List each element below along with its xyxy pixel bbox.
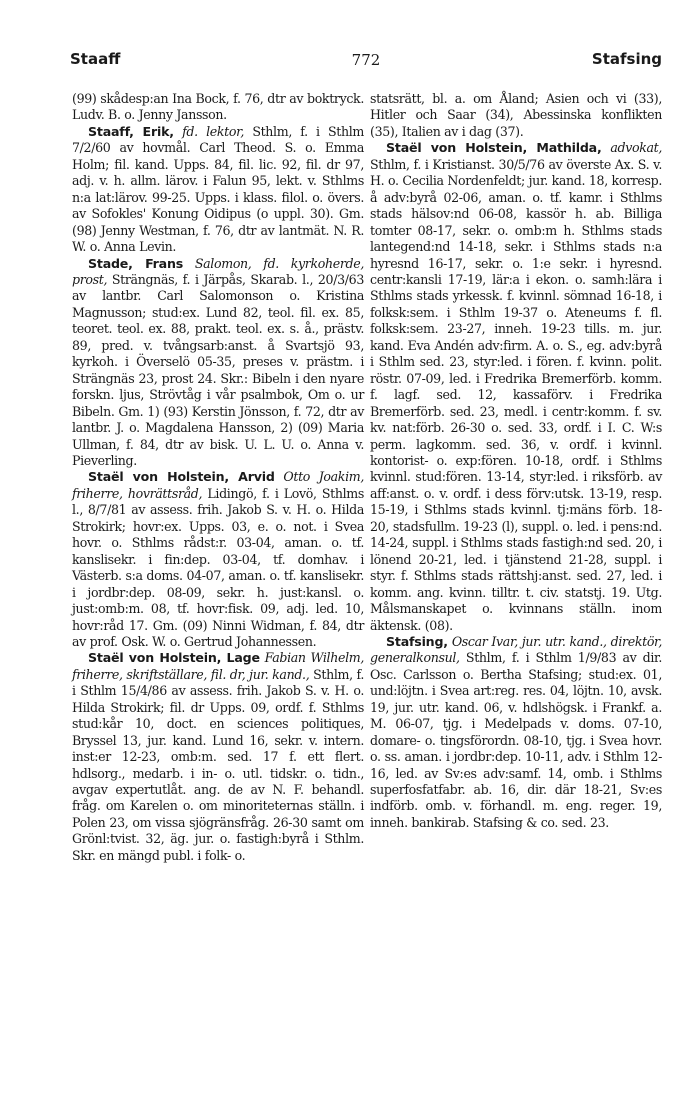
entry-headword: Staël von Holstein, Arvid <box>88 469 275 485</box>
running-head-left: Staaff <box>70 50 121 68</box>
entry-body: Strängnäs, f. i Järpås, Skarab. l., 20/3/63 av lantbr. Carl Salomonson o. Kristina Magnusson; stud:ex. Lund 82, teol. fil. ex. 85, teoret. teol. ex. 88, prakt. teol. ex. s. å., prästv. 89, pred. v. tvångsarb:anst. å Svartsjö 93, kyrkoh. i Överselö 05-35, preses v. prästm. i Strängnäs 23, prost 24. Skr.: Bibeln i den nyare forskn. ljus, Strövtåg i vår psalmbok, Om o. ur Bibeln. Gm. 1) (93) Kerstin Jönsson, f. 72, dtr av lantbr. J. o. Magdalena Hansson, 2) (09) Maria Ullman, f. 84, dtr av bisk. U. L. U. o. Anna v. Pieverling. <box>72 271 364 468</box>
entry-body: Lidingö, f. i Lovö, Sthlms l., 8/7/81 av assess. frih. Jakob S. v. H. o. Hilda Strokirk; hovr:ex. Upps. 03, e. o. not. i Svea hovr. o. Sthlms rådst:r. 03-04, aman. o. tf. kanslisekr. i fin:dep. 03-04, tf. domhav. i Västerb. s:a doms. 04-07, aman. o. tf. kanslisekr. i jordbr:dep. 08-09, sekr. h. just:kansl. o. just:omb:m. 08, tf. hovr:fisk. 09, adj. led. 10, hovr:råd 17. Gm. (09) Ninni Widman, f. 84, dtr av prof. Osk. W. o. Gertrud Johannessen. <box>72 485 364 649</box>
entry-staaff-erik <box>72 124 364 256</box>
entry-body: Sthlm, f. i Kristianst. 30/5/76 av överste Ax. S. v. H. o. Cecilia Nordenfeldt; jur. kand. 18, korresp. å adv:byrå 02-06, aman. o. tf. kamr. i Sthlms stads hälsov:nd 06-08, kassör h. ab. Billiga tomter 08-17, sekr. o. omb:m h. Sthlms stads lantegend:nd 14-18, sekr. i Sthlms stads n:a hyresnd 16-17, sekr. o. 1:e sekr. i hyresnd. centr:kansli 17-19, lär:a i ekon. o. samh:lära i Sthlms stads yrkessk. f. kvinnl. sömnad 16-18, i folksk:sem. i Sthlm 19-37 o. Ateneums f. fl. folksk:sem. 23-27, inneh. 19-23 tills. m. jur. kand. Eva Andén adv:firm. A. o. S., eg. adv:byrå i Sthlm sed. 23, styr:led. i fören. f. kvinn. polit. röstr. 07-09, led. i Fredrika Bremerförb. komm. f. lagf. sed. 12, kassaförv. i Fredrika Bremerförb. sed. 23, medl. i centr:komm. f. sv. kv. nat:förb. 26-30 o. sed. 33, ordf. i I. C. W:s perm. lagkomm. sed. 36, v. ordf. i kvinnl. kontorist- o. exp:fören. 10-18, ordf. i Sthlms kvinnl. stud:fören. 13-14, styr:led. i riksförb. av aff:anst. o. v. ordf. i dess förv:utsk. 13-19, resp. 15-19, i Sthlms stads kvinnl. tj:mäns förb. 18-20, stadsfullm. 19-23 (l), suppl. o. led. i pens:nd. 14-24, suppl. i Sthlms stads fastigh:nd sed. 20, i lönend 20-21, led. i tjänstend 21-28, suppl. i styr. f. Sthlms stads rättshj:anst. sed. 27, led. i komm. ang. kvinn. tilltr. t. civ. statstj. 19. Utg. Målsmanskapet o. kvinnans ställn. inom äktensk. (08). <box>370 156 662 633</box>
entry-stael-arvid <box>72 469 364 650</box>
page-header <box>70 50 662 80</box>
entry-epithet: Fabian Wilhelm, friherre, skriftställare, fil. dr, jur. kand., <box>72 650 365 682</box>
entry-stael-lage <box>72 650 364 864</box>
entry-epithet: Otto Joakim, friherre, hovrättsråd, <box>72 469 365 501</box>
entry-stael-mathilda <box>370 140 662 634</box>
right-column <box>370 91 662 831</box>
entry-headword: Staël von Holstein, Mathilda, <box>386 140 602 156</box>
entry-body: (99) skådesp:an Ina Bock, f. 76, dtr av boktryck. Ludv. B. o. Jenny Jansson. <box>72 91 364 123</box>
entry-body: statsrätt, bl. a. om Åland; Asien och vi (33), Hitler och Saar (34), Abessinska konflikten (35), Italien av i dag (37). <box>370 91 662 139</box>
entry-headword: Staaff, Erik, <box>88 123 174 139</box>
page-number: 772 <box>351 51 381 69</box>
entry-epithet: Oscar Ivar, jur. utr. kand., direktör, generalkonsul, <box>370 633 662 666</box>
entry-epithet: Salomon, fd. kyrkoherde, prost, <box>72 255 364 287</box>
entry-headword: Stafsing, <box>386 633 448 649</box>
entry-stade-frans <box>72 256 364 470</box>
left-column <box>72 91 364 864</box>
entry-epithet: fd. lektor, <box>182 123 245 139</box>
entry-stafsing-oscar <box>370 634 662 831</box>
entry-continuation <box>370 91 662 140</box>
entry-headword: Staël von Holstein, Lage <box>88 650 260 666</box>
entry-body: Sthlm, f. i Sthlm 1/9/83 av dir. Osc. Carlsson o. Bertha Stafsing; stud:ex. 01, und:löjtn. i Svea art:reg. res. 04, löjtn. 10, avsk. 19, jur. utr. kand. 06, v. hdlshögsk. i Frankf. a. M. 06-07, tjg. i Medelpads v. doms. 07-10, domare- o. tingsförordn. 08-10, tjg. i Svea hovr. o. ss. aman. i jordbr:dep. 10-11, adv. i Sthlm 12-16, led. av Sv:es adv:samf. 14, omb. i Sthlms superfosfatfabr. ab. 16, dir. där 18-21, Sv:es indförb. omb. v. förhandl. m. eng. reger. 19, inneh. bankirab. Stafsing & co. sed. 23. <box>370 650 662 830</box>
entry-headword: Stade, Frans <box>88 255 184 271</box>
entry-body: Sthlm, f. i Sthlm 7/2/60 av hovmål. Carl Theod. S. o. Emma Holm; fil. kand. Upps. 84, fil. lic. 92, fil. dr 97, adj. v. h. allm. lärov. i Falun 95, lekt. v. Sthlms n:a lat:lärov. 99-25. Upps. i klass. filol. o. övers. av Sofokles' Konung Oidipus (o uppl. 30). Gm. (98) Jenny Westman, f. 76, dtr av lantmät. N. R. W. o. Anna Levin. <box>72 123 365 255</box>
entry-epithet: advokat, <box>610 140 663 156</box>
running-head-right: Stafsing <box>591 50 662 68</box>
entry-continuation <box>72 91 364 124</box>
entry-body: Sthlm, f. i Sthlm 15/4/86 av assess. frih. Jakob S. v. H. o. Hilda Strokirk; fil. dr Upps. 09, ordf. f. Sthlms stud:kår 10, doct. en sciences politiques, Bryssel 13, jur. kand. Lund 16, sekr. v. intern. inst:er 12-23, omb:m. sed. 17 f. ett flert. hdlsorg., medarb. i in- o. utl. tidskr. o. tidn., avgav expertutlåt. ang. de av N. F. behandl. fråg. om Karelen o. om minoriteternas ställn. i Polen 23, om vissa sjögränsfråg. 26-30 samt om Grönl:tvist. 32, äg. jur. o. fastigh:byrå i Sthlm. Skr. en mängd publ. i folk- o. <box>72 666 365 863</box>
